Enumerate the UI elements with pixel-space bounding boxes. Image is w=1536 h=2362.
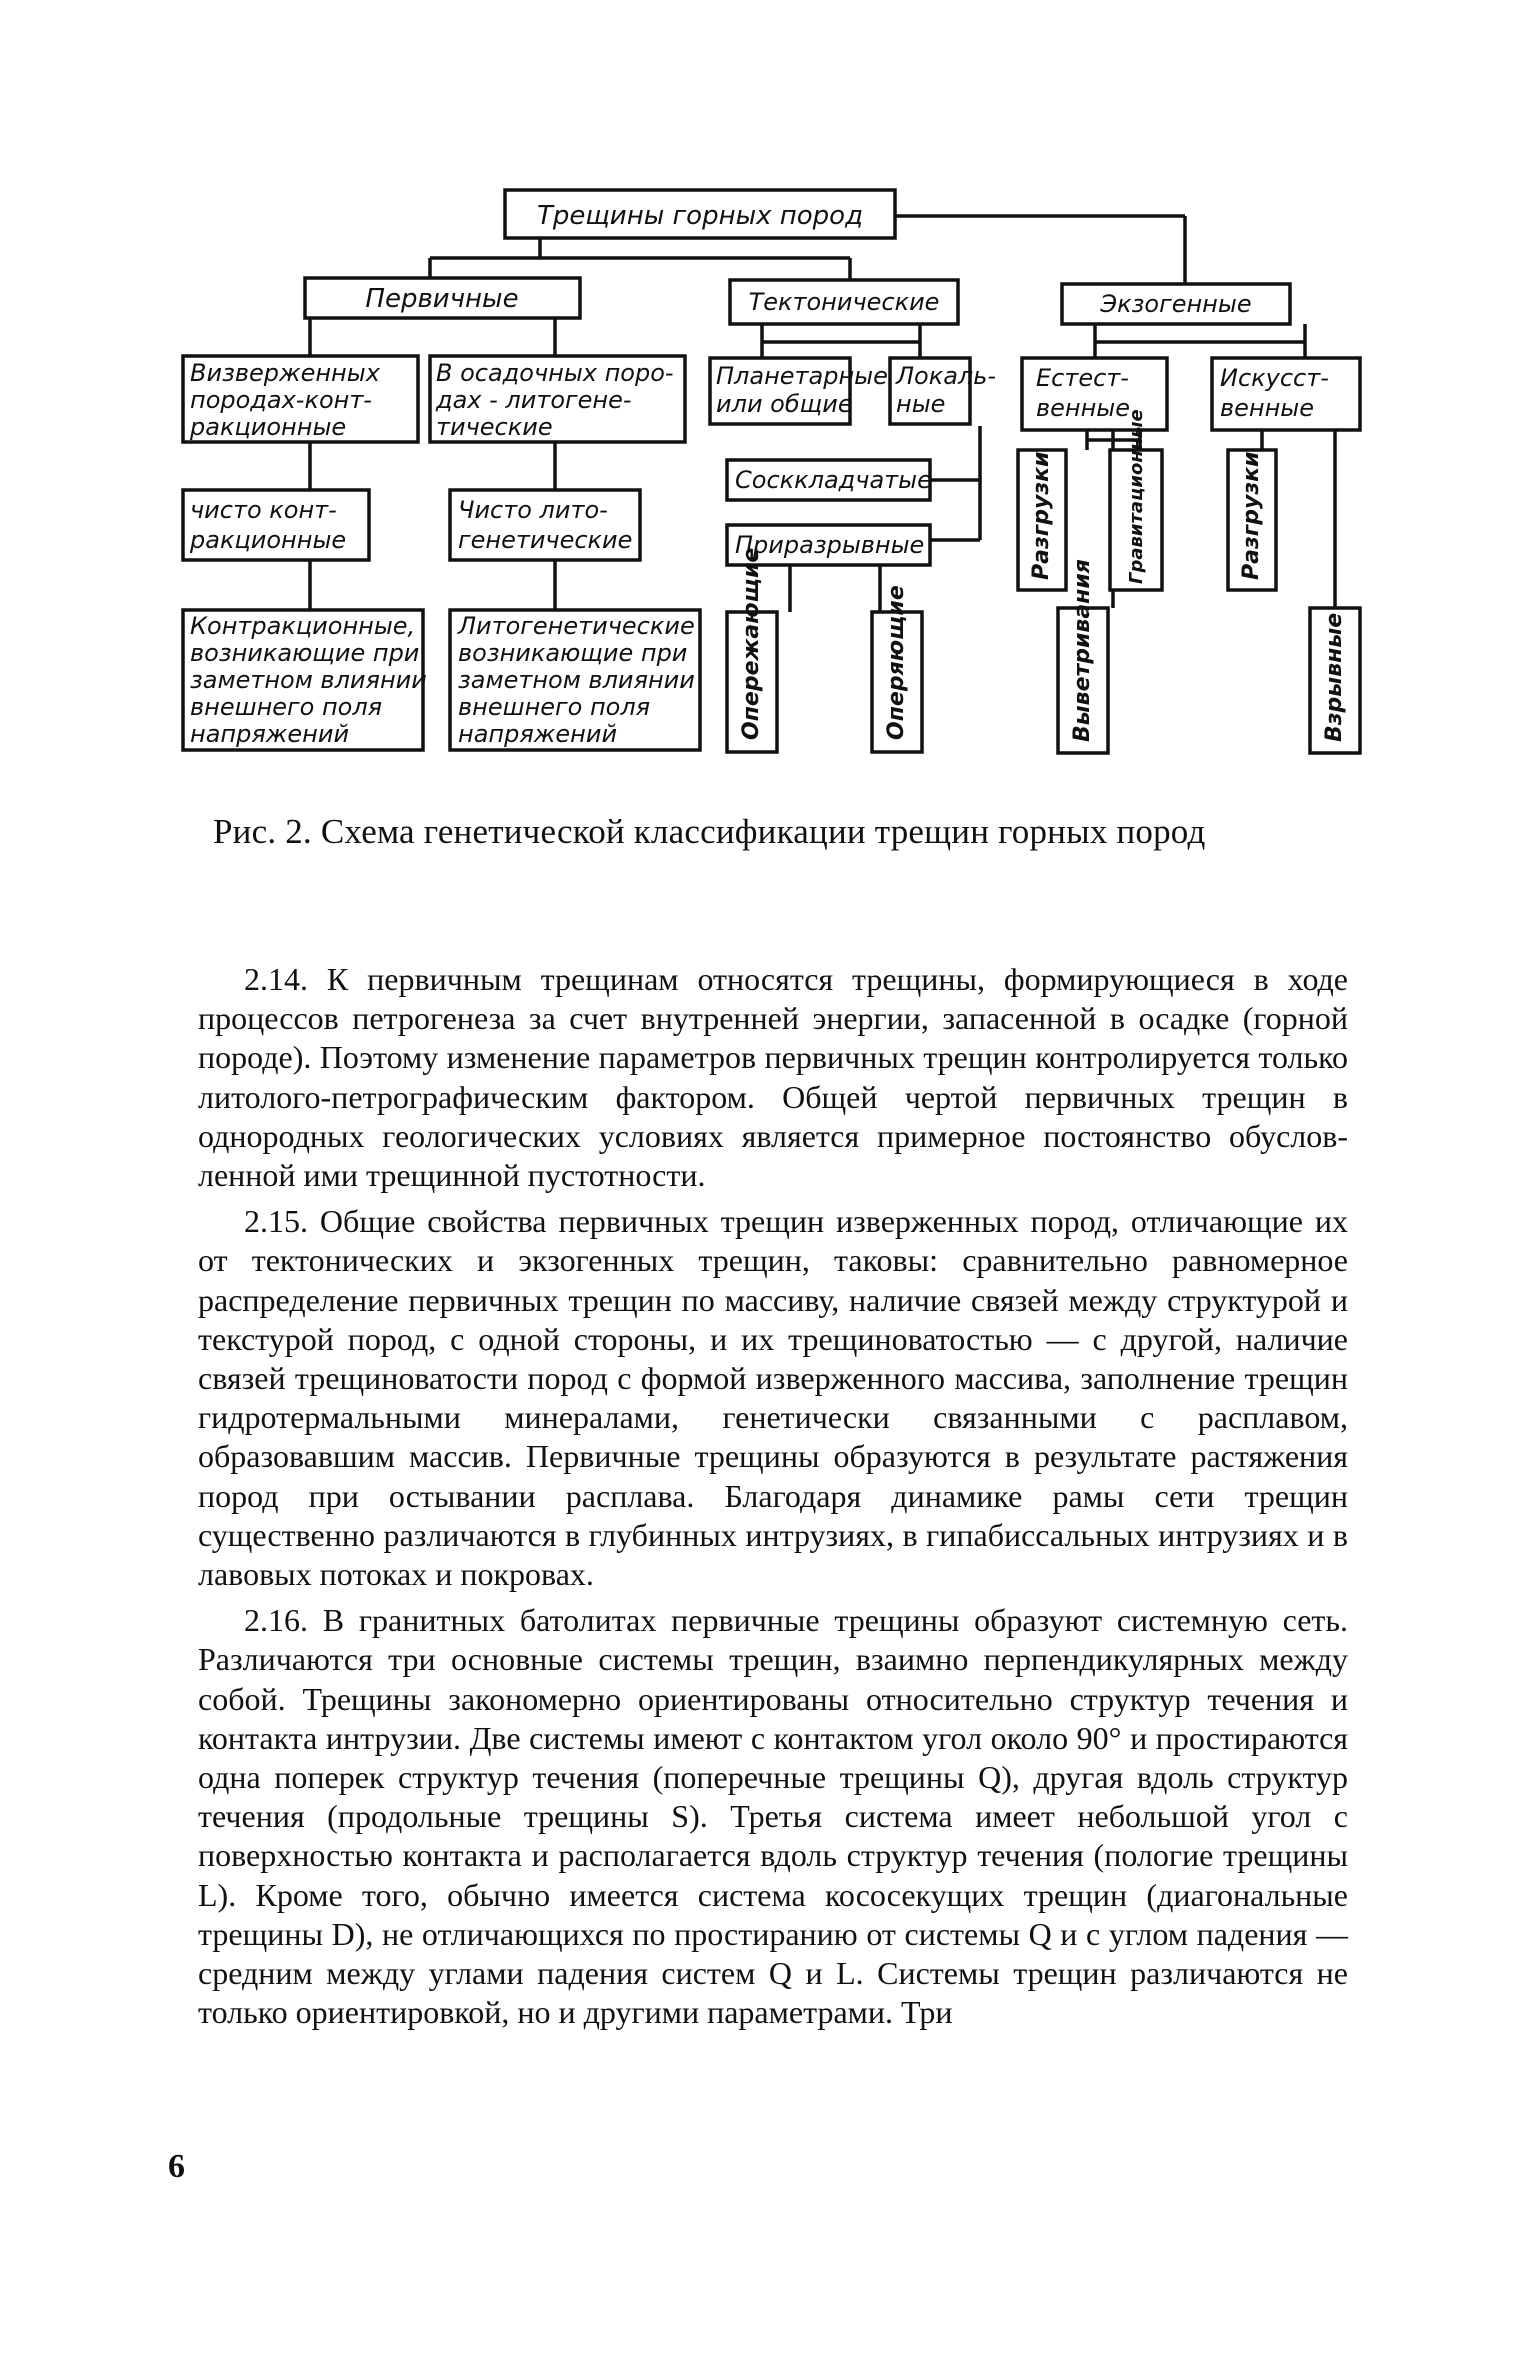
node-leading bbox=[727, 548, 777, 752]
node-contraction-external-line5: напряжений bbox=[190, 720, 350, 748]
node-contraction-external-line1: Контракционные, bbox=[190, 612, 416, 640]
paragraph-2-16: 2.16. В гранитных батолитах первичные трещины образуют системную сеть. Различаются три основные системы трещин, взаимно перпендикулярных между собой. Трещины закономерно ориентированы относительно структур течения и контакта интрузии. Две системы имеют с контактом угол около 90° и простираются одна поперек структур течения (поперечные трещины Q), другая вдоль структур течения (продольные трещины S). Третья система имеет небольшой угол с поверхностью контакта и располагается вдоль структур течения (пологие трещины L). Кроме того, обычно имеется система кососекущих трещин (диагональные трещины D), не отличающихся по простиранию от системы Q и с углом падения — средним между углами падения систем Q и L. Системы трещин различаются не только ориентировкой, но и другими параметрами. Три bbox=[198, 1602, 1348, 2031]
category-tectonic bbox=[730, 280, 958, 324]
node-contraction-external bbox=[183, 610, 427, 750]
node-gravitational-label: Гравитационные bbox=[1126, 409, 1147, 584]
node-lithogenetic-external bbox=[450, 610, 700, 750]
node-contraction-external-line4: внешнего поля bbox=[190, 693, 383, 721]
paragraph-2-15: 2.15. Общие свойства первичных трещин изверженных пород, отличающие их от тектонических и экзогенных трещин, таковы: сравнительно равномерное распределение первичных трещин по массиву, наличие связей между структурой и текстурой пород, с одной стороны, и их трещиноватостью — с другой, наличие связей трещиноватости пород с формой изверженного массива, заполнение трещин гидротермальными минералами, генетически связанными с расплавом, образовавшим массив. Первичные трещины образуются в результате растяжения пород при остывании расплава. Благодаря динамике рамы сети трещин существенно различаются в глубинных интрузиях, в гипабиссальных интрузиях и в лавовых потоках и покровах. bbox=[198, 1203, 1348, 1593]
node-explosive-label: Взрывные bbox=[1322, 612, 1347, 742]
body-text bbox=[198, 960, 1348, 2032]
root-node bbox=[505, 190, 895, 238]
node-explosive bbox=[1310, 608, 1360, 753]
node-unloading-artificial-label: Разгрузки bbox=[1239, 451, 1264, 580]
node-pure-lithogenetic-line1: Чисто лито- bbox=[458, 496, 608, 524]
node-igneous-line1: Визверженных bbox=[190, 359, 380, 387]
node-planetary-line2: или общие bbox=[716, 390, 853, 418]
node-lithogenetic-external-line4: внешнего поля bbox=[458, 693, 651, 721]
paragraph-2-14: 2.14. К первичным трещинам относятся трещины, формирующиеся в ходе процессов петрогенеза за счет внутренней энергии, запасенной в осадке (горной породе). Поэтому изменение параметров первичных трещин контролируется только литолого-петрографическим фактором. Общей чертой первичных трещин в однородных геологических условиях является примерное постоянство обусловленной ими трещинной пустотности. bbox=[198, 961, 1348, 1194]
node-shear bbox=[727, 460, 932, 500]
root-label: Трещины горных пород bbox=[536, 201, 864, 231]
node-local-line2: ные bbox=[896, 390, 946, 418]
node-pure-contraction bbox=[183, 490, 369, 560]
node-gravitational bbox=[1110, 409, 1162, 590]
node-igneous-line2: породах-конт- bbox=[190, 386, 372, 414]
node-sedimentary-lithogenetic bbox=[430, 356, 685, 442]
node-sedimentary-line3: тические bbox=[436, 413, 553, 441]
node-lithogenetic-external-line1: Литогенетические bbox=[458, 612, 695, 640]
node-artificial-line2: венные bbox=[1220, 394, 1315, 422]
node-artificial-line1: Искусст- bbox=[1220, 364, 1329, 392]
node-sedimentary-line1: В осадочных поро- bbox=[436, 359, 674, 387]
node-leading-label: Опережающие bbox=[739, 547, 764, 740]
node-feathering-label: Оперяющие bbox=[884, 585, 909, 740]
category-primary bbox=[305, 278, 580, 318]
node-planetary-line1: Планетарные bbox=[716, 362, 888, 390]
node-local-line1: Локаль- bbox=[896, 362, 997, 390]
node-igneous-line3: ракционные bbox=[190, 413, 347, 441]
node-unloading-natural-label: Разгрузки bbox=[1029, 451, 1054, 580]
figure-caption: Рис. 2. Схема генетической классификации трещин горных пород bbox=[213, 812, 1206, 851]
node-igneous-contraction bbox=[183, 356, 418, 442]
category-primary-label: Первичные bbox=[365, 284, 519, 314]
node-unloading-artificial bbox=[1228, 450, 1276, 590]
node-lithogenetic-external-line3: заметном влиянии bbox=[458, 666, 695, 694]
classification-diagram bbox=[0, 0, 1536, 790]
node-pure-contraction-line1: чисто конт- bbox=[190, 496, 337, 524]
node-sedimentary-line2: дах - литогене- bbox=[436, 386, 632, 414]
node-lithogenetic-external-line2: возникающие при bbox=[458, 639, 688, 667]
node-natural-line1: Естест- bbox=[1036, 364, 1129, 392]
category-exogenous-label: Экзогенные bbox=[1100, 290, 1252, 318]
node-natural-line2: венные bbox=[1036, 394, 1131, 422]
category-tectonic-label: Тектонические bbox=[748, 288, 940, 316]
node-lithogenetic-external-line5: напряжений bbox=[458, 720, 618, 748]
node-near-fault-label: Приразрывные bbox=[735, 531, 925, 559]
category-exogenous bbox=[1062, 284, 1290, 324]
node-pure-lithogenetic bbox=[450, 490, 640, 560]
node-local bbox=[890, 358, 996, 424]
node-pure-lithogenetic-line2: генетические bbox=[458, 526, 633, 554]
page-number: 6 bbox=[168, 2148, 185, 2185]
node-weathering-label: Выветривания bbox=[1070, 559, 1095, 742]
node-shear-label: Сосккладчатые bbox=[735, 466, 932, 494]
node-planetary bbox=[710, 358, 888, 424]
node-contraction-external-line3: заметном влиянии bbox=[190, 666, 427, 694]
node-unloading-natural bbox=[1018, 450, 1066, 590]
node-artificial bbox=[1212, 358, 1360, 430]
node-contraction-external-line2: возникающие при bbox=[190, 639, 420, 667]
node-pure-contraction-line2: ракционные bbox=[190, 526, 347, 554]
